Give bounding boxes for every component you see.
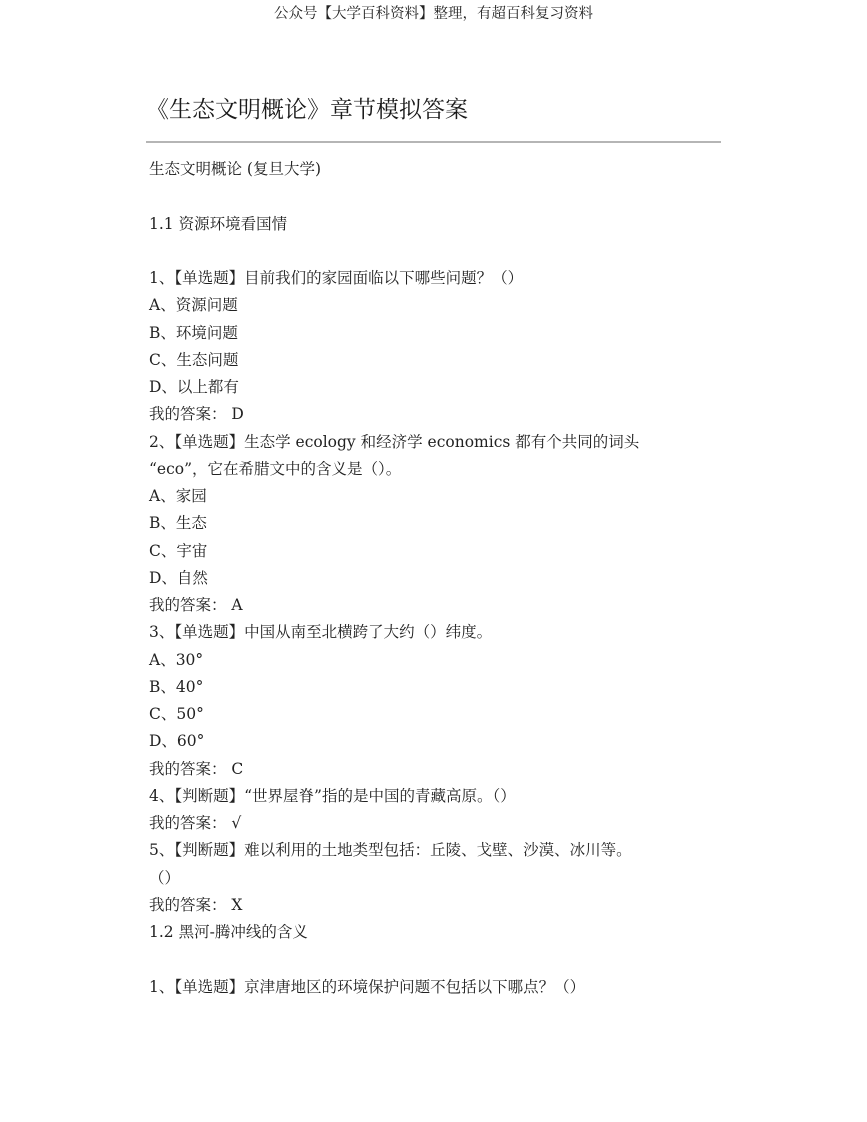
answer-line: 我的答案： √: [149, 814, 242, 832]
question-line: （）: [149, 868, 181, 887]
answer-line: 我的答案： X: [149, 895, 243, 914]
option-line: B、环境问题: [149, 323, 238, 342]
option-line: C、生态问题: [149, 350, 239, 369]
question-line: 5、【判断题】难以利用的土地类型包括：丘陵、戈壁、沙漠、冰川等。: [149, 841, 632, 860]
blank-line: [149, 183, 729, 210]
option-line: A、家园: [149, 487, 207, 505]
option-line: B、生态: [149, 514, 207, 533]
answer-line: 我的答案： D: [149, 405, 244, 424]
option-line: C、宇宙: [149, 541, 208, 560]
document-title: 《生态文明概论》章节模拟答案: [146, 97, 468, 123]
question-line: 4、【判断题】“世界屋脊”指的是中国的青藏高原。（）: [149, 786, 516, 805]
blank-line: [149, 238, 729, 265]
title-divider: [146, 141, 721, 143]
option-line: B、40°: [149, 677, 204, 696]
document-body: [149, 156, 729, 1001]
question-line: 1、【单选题】京津唐地区的环境保护问题不包括以下哪点？（）: [149, 977, 586, 996]
page-header-note: 公众号【大学百科资料】整理，有超百科复习资料: [274, 6, 593, 22]
option-line: D、以上都有: [149, 378, 239, 396]
option-line: A、资源问题: [149, 296, 238, 315]
question-line: 3、【单选题】中国从南至北横跨了大约（）纬度。: [149, 623, 493, 642]
option-line: A、30°: [149, 650, 204, 669]
answer-line: 我的答案： C: [149, 759, 244, 778]
section-line: 1.2 黑河-腾冲线的含义: [149, 923, 308, 941]
option-line: C、50°: [149, 705, 204, 723]
question-line: 2、【单选题】生态学 ecology 和经济学 economics 都有个共同的词头: [149, 432, 640, 451]
option-line: D、自然: [149, 568, 208, 587]
option-line: D、60°: [149, 732, 205, 751]
question-line: “eco”，它在希腊文中的含义是（）。: [149, 459, 402, 478]
subtitle-line: 生态文明概论 (复旦大学): [149, 160, 322, 178]
answer-line: 我的答案： A: [149, 596, 243, 614]
section-line: 1.1 资源环境看国情: [149, 214, 288, 233]
question-line: 1、【单选题】目前我们的家园面临以下哪些问题？（）: [149, 269, 524, 287]
blank-line: [149, 946, 729, 973]
